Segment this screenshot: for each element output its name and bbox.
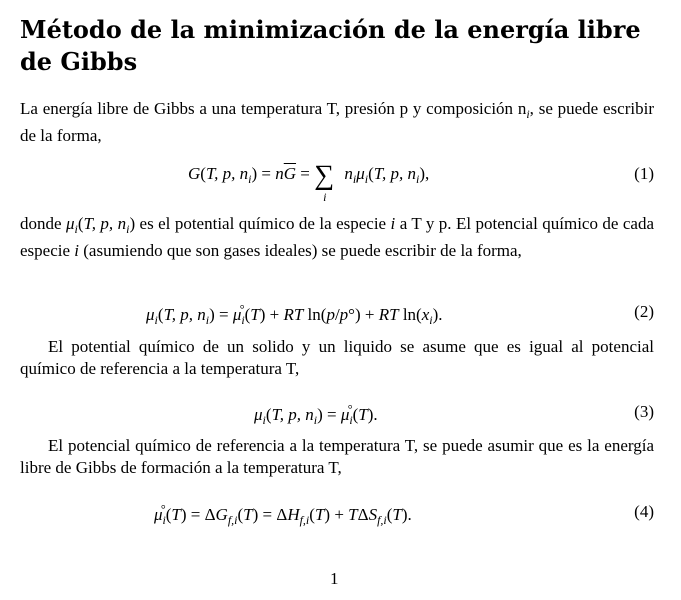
- equation-4-body: $\mu_i^\circ(T) = \Delta G_{f,i}(T) = \Delta H_{f,i}(T) + T\Delta S_{f,i}(T)$.: [154, 502, 412, 527]
- paragraph-4: El potencial químico de referencia a la temperatura T, se puede asumir que es la energía libre de Gibbs de formación a la temperatura T,: [20, 436, 654, 477]
- p1-sub-i: i: [526, 107, 530, 121]
- equation-4-number: (4): [634, 502, 654, 521]
- paragraph-3: El potential químico de un solido y un liquido se asume que es igual al potencial químico de referencia a la temperatura T,: [20, 337, 654, 378]
- equation-4: [20, 498, 654, 528]
- paragraph-2: donde $\mu_i(T$, p, $n_i$) es el potential químico de la especie i a T y p. El potencial químico de cada especie i (asumiendo que son gases ideales) se puede escribir de la forma,: [20, 214, 655, 260]
- paragraph-1: [20, 98, 654, 147]
- equation-1-number: (1): [634, 164, 654, 183]
- equation-3: [20, 398, 654, 428]
- p1-part-b: , se puede escribir de la forma,: [20, 99, 654, 145]
- equation-3-number: (3): [634, 402, 654, 421]
- section-title: Método de la minimización de la energía libre de Gibbs: [20, 15, 641, 76]
- equation-2-body: $\mu_i(T$, p, $n_i) = \mu_i^\circ(T)$ + RT ln(p/p°) + RT $\ln(x_i)$.: [146, 302, 443, 327]
- p1-part-a: La energía libre de Gibbs a una temperatura T, presión p y composición n: [20, 99, 527, 118]
- equation-2: [20, 298, 654, 328]
- equation-1-body: G(T, p, $n_i) = n\overline{G}$ = ∑ i $n_i\mu_i(T$, p, $n_i$),: [188, 160, 430, 204]
- equation-2-number: (2): [634, 302, 654, 321]
- document-page: [20, 0, 656, 600]
- page-number: 1: [330, 569, 339, 588]
- equation-1: [20, 160, 654, 204]
- equation-3-body: $\mu_i(T$, p, $n_i) = \mu_i^\circ(T)$.: [254, 402, 378, 427]
